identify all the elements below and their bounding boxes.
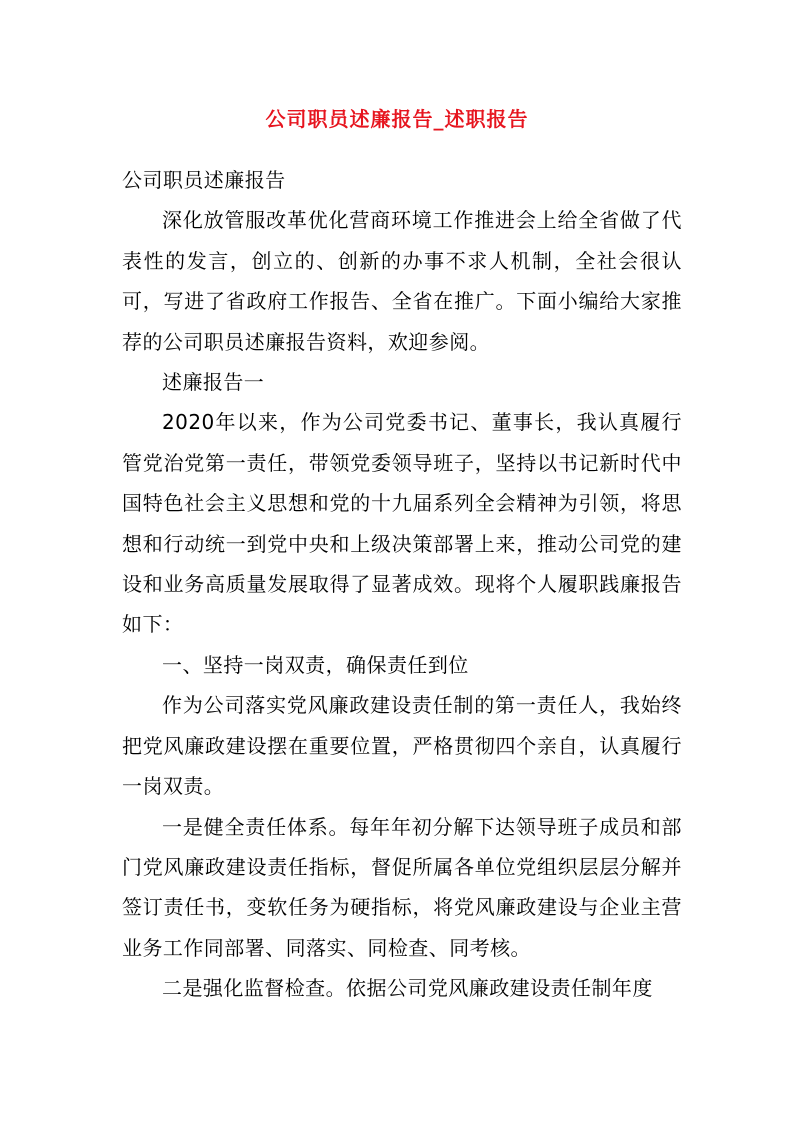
item-paragraph-one: 一是健全责任体系。每年年初分解下达领导班子成员和部门党风廉政建设责任指标，督促所属各单位党组织层层分解并签订责任书，变软任务为硬指标，将党风廉政建设与企业主营业务工作同部署、同落实、同检查、同考核。 bbox=[122, 814, 682, 960]
intro-paragraph: 深化放管服改革优化营商环境工作推进会上给全省做了代表性的发言，创立的、创新的办事不求人机制，全社会很认可，写进了省政府工作报告、全省在推广。下面小编给大家推荐的公司职员述廉报告资料，欢迎参阅。 bbox=[122, 208, 682, 354]
document-body bbox=[122, 160, 682, 1009]
item-paragraph-two: 二是强化监督检查。依据公司党风廉政建设责任制年度 bbox=[162, 976, 653, 1001]
section-heading-responsibility: 一、坚持一岗双责，确保责任到位 bbox=[162, 652, 469, 677]
document-title: 公司职员述廉报告_述职报告 bbox=[265, 107, 529, 131]
report-paragraph: 2020年以来，作为公司党委书记、董事长，我认真履行管党治党第一责任，带领党委领导班子，坚持以书记新时代中国特色社会主义思想和党的十九届系列全会精神为引领，将思想和行动统一到党中央和上级决策部署上来，推动公司党的建设和业务高质量发展取得了显著成效。现将个人履职践廉报告如下： bbox=[122, 410, 682, 637]
responsibility-paragraph: 作为公司落实党风廉政建设责任制的第一责任人，我始终把党风廉政建设摆在重要位置，严格贯彻四个亲自，认真履行一岗双责。 bbox=[122, 693, 682, 799]
document-subtitle: 公司职员述廉报告 bbox=[122, 168, 286, 192]
section-heading-report-one: 述廉报告一 bbox=[162, 370, 265, 395]
